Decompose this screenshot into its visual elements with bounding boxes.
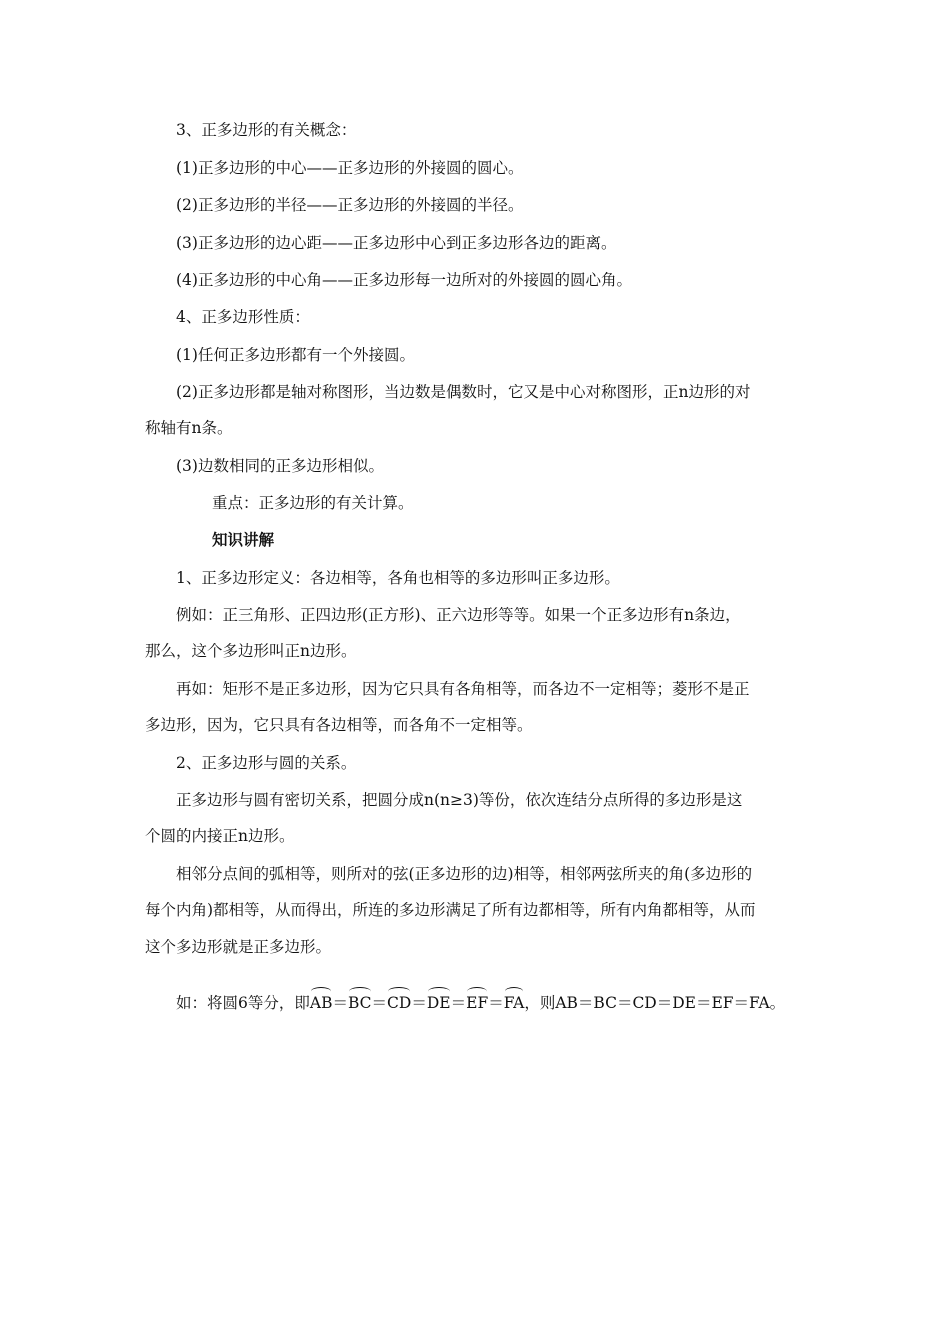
- arc-cd: CD: [387, 990, 411, 1013]
- section-2-heading: 2、正多边形与圆的关系。: [176, 754, 357, 772]
- definition: 1、正多边形定义：各边相等，各角也相等的多边形叫正多边形。: [176, 569, 620, 587]
- example-line1: 例如：正三角形、正四边形(正方形)、正六边形等等。如果一个正多边形有n条边，: [176, 606, 741, 624]
- arc-ef: EF: [466, 990, 488, 1013]
- arc-fa: FA: [504, 990, 525, 1013]
- example-prefix: 如：将圆6等分，即: [176, 994, 310, 1012]
- example-suffix: ，则AB＝BC＝CD＝DE＝EF＝FA。: [524, 994, 786, 1012]
- knowledge-heading: 知识讲解: [212, 530, 275, 549]
- key-point: 重点：正多边形的有关计算。: [212, 494, 414, 512]
- arc-reason-line3: 这个多边形就是正多边形。: [145, 938, 332, 956]
- arc-ab: AB: [310, 990, 333, 1013]
- equals-sign: ＝: [488, 994, 504, 1012]
- concept-center: (1)正多边形的中心——正多边形的外接圆的圆心。: [176, 159, 524, 177]
- equals-sign: ＝: [450, 994, 467, 1012]
- property-3: (3)边数相同的正多边形相似。: [176, 457, 384, 475]
- relation-line2: 个圆的内接正n边形。: [145, 827, 295, 845]
- equals-sign: ＝: [371, 994, 388, 1012]
- section-4-heading: 4、正多边形性质：: [176, 308, 310, 326]
- arc-de: DE: [427, 990, 451, 1013]
- relation-line1: 正多边形与圆有密切关系，把圆分成n(n≥3)等份，依次连结分点所得的多边形是这: [176, 791, 743, 809]
- property-2-line1: (2)正多边形都是轴对称图形，当边数是偶数时，它又是中心对称图形，正n边形的对: [176, 383, 751, 401]
- arc-bc: BC: [348, 990, 372, 1013]
- concept-central-angle: (4)正多边形的中心角——正多边形每一边所对的外接圆的圆心角。: [176, 271, 632, 289]
- arc-reason-line1: 相邻分点间的弧相等，则所对的弦(正多边形的边)相等，相邻两弦所夹的角(多边形的: [176, 865, 753, 883]
- property-2-line2: 称轴有n条。: [145, 419, 233, 437]
- counterexample-line2: 多边形，因为，它只具有各边相等，而各角不一定相等。: [145, 716, 533, 734]
- equals-sign: ＝: [411, 994, 427, 1012]
- concept-apothem: (3)正多边形的边心距——正多边形中心到正多边形各边的距离。: [176, 234, 617, 252]
- example-line2: 那么，这个多边形叫正n边形。: [145, 642, 357, 660]
- concept-radius: (2)正多边形的半径——正多边形的外接圆的半径。: [176, 196, 524, 214]
- equals-sign: ＝: [332, 994, 348, 1012]
- counterexample-line1: 再如：矩形不是正多边形，因为它只具有各角相等，而各边不一定相等；菱形不是正: [176, 680, 750, 698]
- section-3-heading: 3、正多边形的有关概念：: [176, 121, 357, 139]
- property-1: (1)任何正多边形都有一个外接圆。: [176, 346, 415, 364]
- arc-reason-line2: 每个内角)都相等，从而得出，所连的多边形满足了所有边都相等，所有内角都相等，从而: [145, 901, 756, 919]
- arc-equality-example: [176, 990, 785, 1013]
